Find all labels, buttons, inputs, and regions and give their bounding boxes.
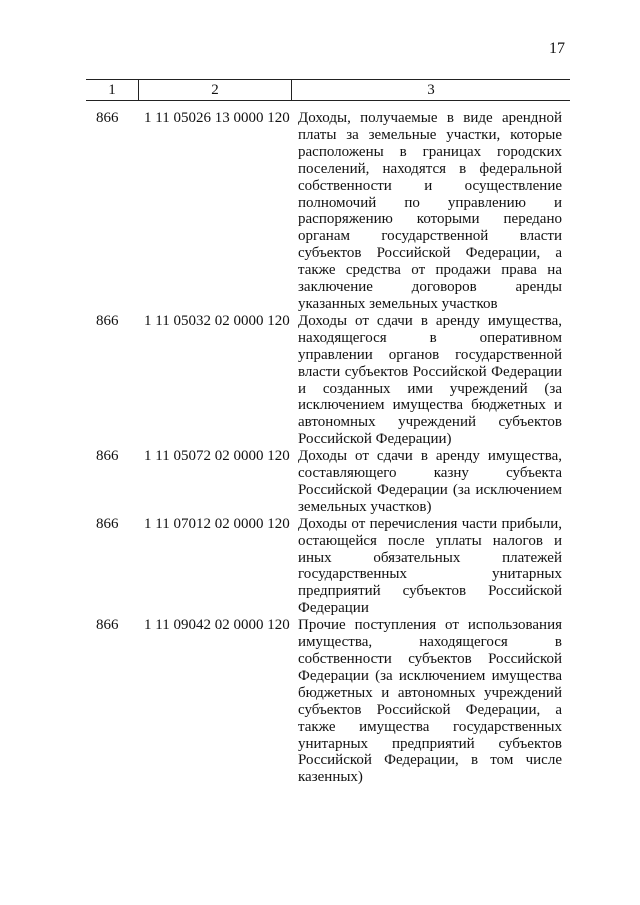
admin-code: 866	[96, 515, 119, 532]
admin-code: 866	[96, 110, 119, 126]
income-description: Прочие поступления от использования имущества, находящегося в собственности субъектов Российской Федерации (за исключением имущества бюджетных и автономных учреждений субъектов Российской Федерации, а также имущества государственных унитарных предприятий субъектов Российской Федерации, в том числе казенных)	[298, 617, 562, 786]
admin-code: 866	[96, 312, 119, 329]
table-row	[86, 617, 570, 786]
budget-classification-code: 1 11 09042 02 0000 120	[144, 617, 290, 634]
page-number: 17	[549, 40, 565, 57]
income-description: Доходы от сдачи в аренду имущества, составляющего казну субъекта Российской Федерации (за исключением земельных участков)	[298, 448, 562, 515]
table-body	[86, 110, 570, 786]
budget-classification-code: 1 11 05072 02 0000 120	[144, 448, 290, 465]
income-description: Доходы от сдачи в аренду имущества, находящегося в оперативном управлении органов государственной власти субъектов Российской Федерации и созданных ими учреждений (за исключением имущества бюджетных и автономных учреждений субъектов Российской Федерации)	[298, 312, 562, 448]
column-header-2: 2	[211, 82, 219, 98]
table-row	[86, 516, 570, 617]
admin-code: 866	[96, 448, 119, 465]
income-description: Доходы, получаемые в виде арендной платы за земельные участки, которые расположены в границах городских поселений, находятся в федеральной собственности и осуществление полномочий по управлению и распоряжению которыми передано органам государственной власти субъектов Российской Федерации, а также средства от продажи права на заключение договоров аренды указанных земельных участков	[298, 110, 562, 312]
budget-classification-code: 1 11 05032 02 0000 120	[144, 312, 290, 329]
table-header	[86, 79, 570, 101]
table-row	[86, 110, 570, 313]
table-row	[86, 313, 570, 448]
budget-classification-code: 1 11 07012 02 0000 120	[144, 515, 290, 532]
budget-classification-code: 1 11 05026 13 0000 120	[144, 110, 290, 126]
income-description: Доходы от перечисления части прибыли, остающейся после уплаты налогов и иных обязательных платежей государственных унитарных предприятий субъектов Российской Федерации	[298, 515, 562, 617]
column-header-3: 3	[427, 82, 435, 98]
admin-code: 866	[96, 617, 119, 634]
table-row	[86, 448, 570, 516]
column-header-1: 1	[108, 82, 116, 98]
